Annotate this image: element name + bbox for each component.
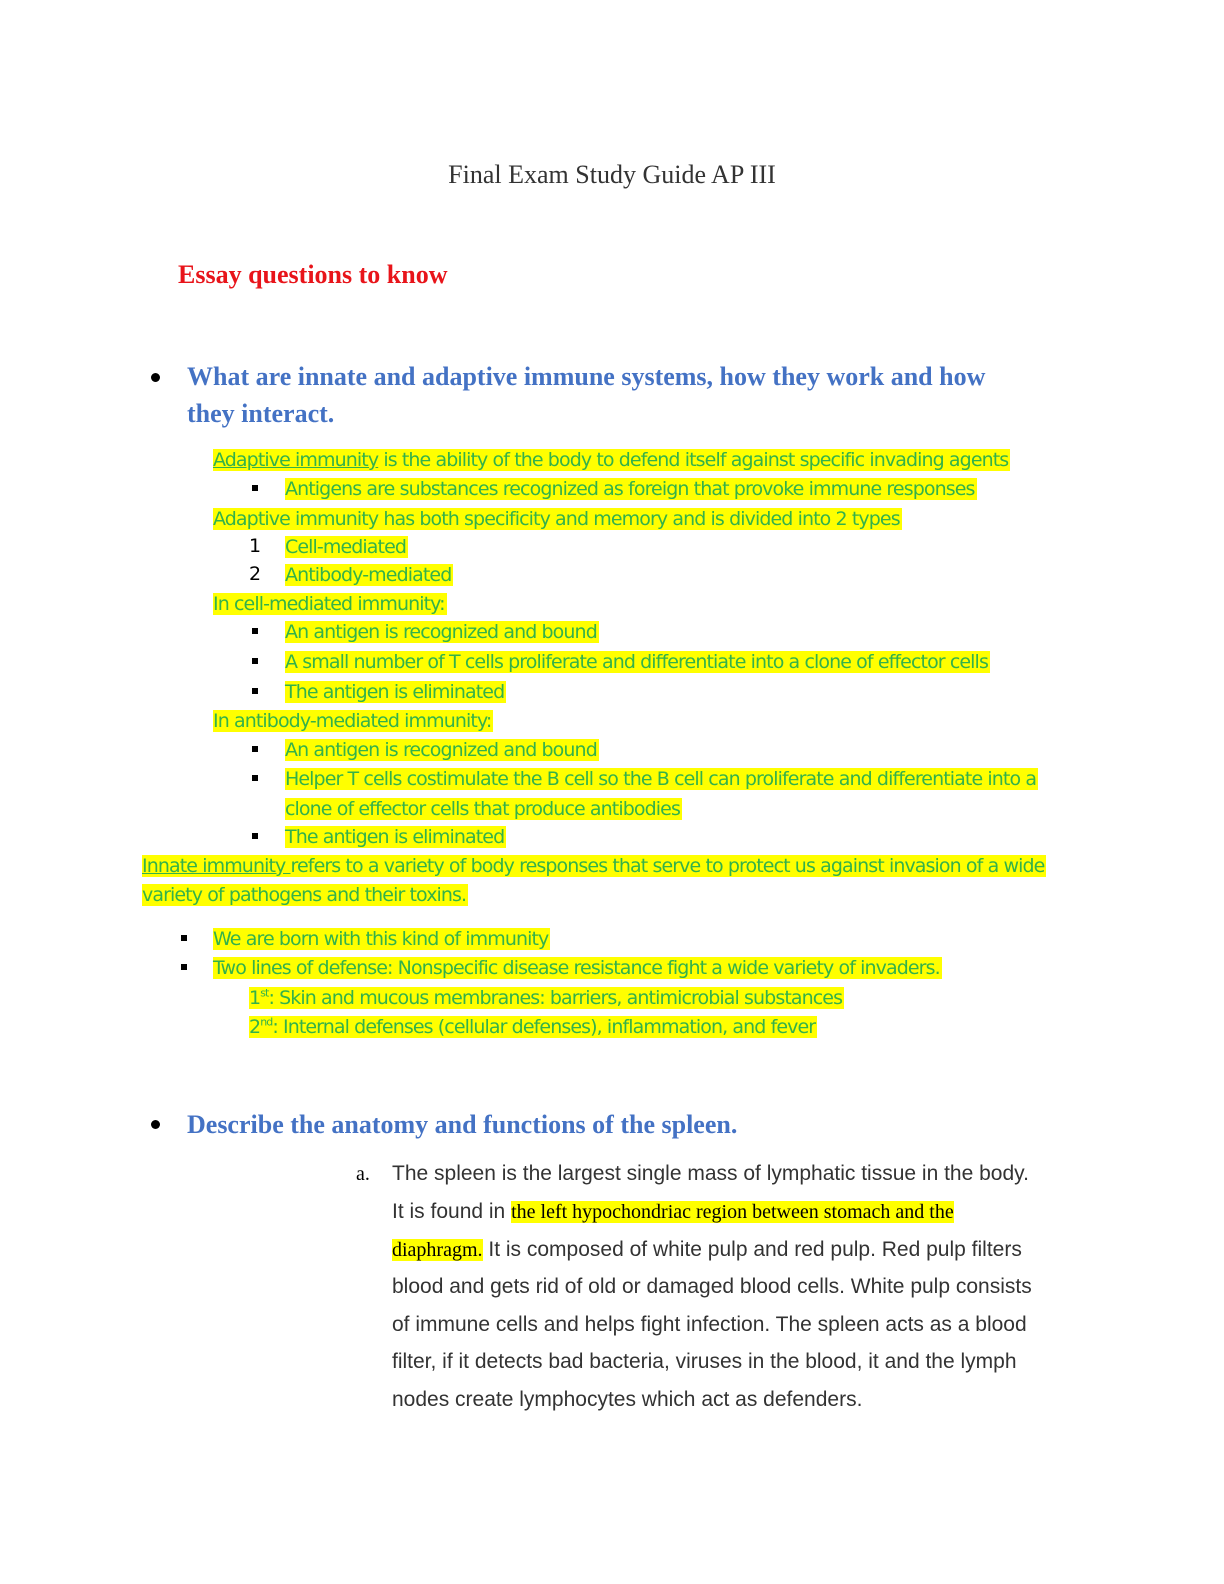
bullet-icon (151, 1120, 160, 1129)
document-title: Final Exam Study Guide AP III (448, 160, 776, 189)
spleen-paragraph-line-3: diaphragm. It is composed of white pulp and red pulp. Red pulp filters (392, 1238, 1022, 1261)
innate-term: Innate immunity (142, 855, 291, 877)
spleen-paragraph-line-7: nodes create lymphocytes which act as defenders. (392, 1388, 863, 1411)
square-bullet-icon (252, 485, 258, 491)
list-item: Two lines of defense: Nonspecific disease resistance fight a wide variety of invaders. (213, 957, 940, 979)
spleen-paragraph-line-2: It is found in the left hypochondriac region between stomach and the (392, 1200, 954, 1223)
adaptive-term: Adaptive immunity (213, 449, 379, 471)
defense-line-2: 2nd: Internal defenses (cellular defenses), inflammation, and fever (249, 1015, 816, 1038)
spleen-paragraph-line-4: blood and gets rid of old or damaged blood cells. White pulp consists (392, 1275, 1032, 1298)
innate-definition-line-1: Innate immunity refers to a variety of body responses that serve to protect us against invasion of a wide (142, 855, 1045, 877)
square-bullet-icon (181, 964, 187, 970)
square-bullet-icon (252, 688, 258, 694)
list-item: An antigen is recognized and bound (285, 739, 597, 761)
question-1-line-1: What are innate and adaptive immune systems, how they work and how (187, 362, 986, 391)
defense-line-1: 1st: Skin and mucous membranes: barriers, antimicrobial substances (249, 986, 843, 1009)
spleen-paragraph-line-6: filter, if it detects bad bacteria, viruses in the blood, it and the lymph (392, 1350, 1017, 1373)
question-2-line-1: Describe the anatomy and functions of the spleen. (187, 1110, 738, 1139)
list-item: The antigen is eliminated (285, 681, 505, 703)
list-item: The antigen is eliminated (285, 826, 505, 848)
list-item: We are born with this kind of immunity (213, 928, 549, 950)
square-bullet-icon (181, 935, 187, 941)
list-item-continuation: clone of effector cells that produce antibodies (285, 798, 680, 820)
spleen-location-highlight: the left hypochondriac region between stomach and the (511, 1201, 954, 1223)
adaptive-types-intro: Adaptive immunity has both specificity and memory and is divided into 2 types (213, 508, 900, 530)
list-item: An antigen is recognized and bound (285, 621, 597, 643)
question-1-line-2: they interact. (187, 399, 335, 428)
innate-definition-line-2: variety of pathogens and their toxins. (142, 884, 467, 906)
square-bullet-icon (252, 658, 258, 664)
antibody-mediated-intro: In antibody-mediated immunity: (213, 710, 492, 732)
list-item: A small number of T cells proliferate and differentiate into a clone of effector cells (285, 651, 988, 673)
spleen-paragraph-line-1: The spleen is the largest single mass of lymphatic tissue in the body. (392, 1162, 1029, 1185)
square-bullet-icon (252, 628, 258, 634)
cell-mediated-intro: In cell-mediated immunity: (213, 593, 445, 615)
square-bullet-icon (252, 775, 258, 781)
square-bullet-icon (252, 833, 258, 839)
adaptive-def-text: is the ability of the body to defend itself against specific invading agents (378, 449, 1009, 471)
list-item: Cell-mediated (285, 536, 407, 558)
square-bullet-icon (252, 746, 258, 752)
bullet-icon (151, 373, 160, 382)
list-number: 2 (249, 563, 262, 585)
list-marker: a. (356, 1163, 370, 1185)
section-heading: Essay questions to know (178, 260, 448, 289)
list-item: Antigens are substances recognized as foreign that provoke immune responses (285, 478, 975, 500)
spleen-paragraph-line-5: of immune cells and helps fight infection. The spleen acts as a blood (392, 1313, 1027, 1336)
adaptive-definition (213, 447, 1010, 473)
list-number: 1 (249, 535, 262, 557)
list-item: Antibody-mediated (285, 564, 452, 586)
list-item: Helper T cells costimulate the B cell so the B cell can proliferate and differentiate into a (285, 768, 1037, 790)
